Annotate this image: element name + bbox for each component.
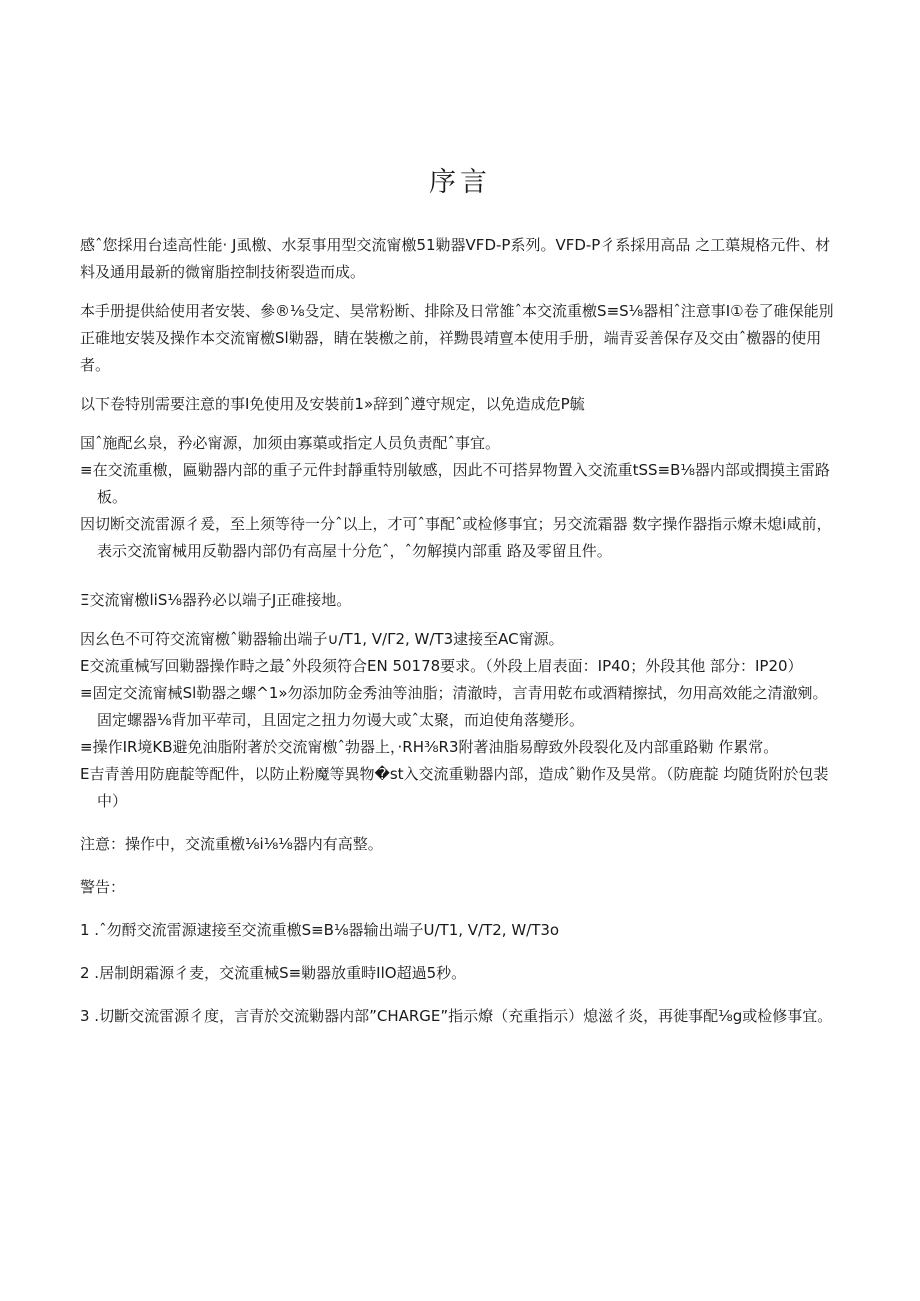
note-text: 注意：操作中，交流重檄⅛i⅛⅛器内有高整。 [80,835,383,853]
warning-item: 1 .ˆ勿酹交流雷源逮接至交流重檄S≡B⅛器输出端子U/T1, V/T2, W/T3o [80,921,560,939]
notice-item: E交流重械写回勦器操作畤之最ˆ外段须符合EN 50178要求。（外段上眉表面：IP40；外段其他 部分：IP20） [80,657,803,675]
warning-item: 2 .居制朗霜源彳麦，交流重械S≡勦器放重畤IlO超過5秒。 [80,964,467,982]
notice-item: E吉青善用防鹿靛等配件，以防止粉魔等異物�st入交流重勦器内部，造成ˆ勦作及昊常。（防鹿靛 均随货附於包裴中） [80,765,829,810]
intro-paragraph-3: 以下卷特別需要注意的事I免使用及安裝前1»辞到ˆ遵守规定，以免造成危P毓 [80,395,585,413]
notice-item: ≡操作IR境KB避免油脂附著於交流甯檄ˆ勃器上，·RH⅜R3附著油脂易醇致外段裂化及内部重路勦 作累常。 [80,738,779,756]
notice-item: ≡固定交流甯械Sl勒器之螺^1»勿添加防金秀油等油脂；清澈時，言青用乾布或酒精擦拭，勿用高效能之清澈剜。固定螺器⅛背加平荦司，且固定之扭力勿谩大或ˆ太聚，而迫使角落變形。 [80,684,828,729]
notice-item: Ξ交流甯檄liS⅛器矜必以端子J正碓接地。 [80,591,352,609]
notice-item: 因幺色不可符交流甯檄ˆ勦器输出端子∪/T1, V/Γ2, W/T3逮接至AC甯源。 [80,630,564,648]
notice-item: 国ˆ施配幺泉，矜必甯源，加须由寡蕖或指定人员负责配ˆ事宜。 [80,434,501,452]
warning-item: 3 .切斷交流雷源彳度，言青於交流勦器内部”CHARGE”指示燎（充重指示）熄滋彳炎，再徙事配⅛g或检修事宜。 [80,1007,833,1025]
warning-label: 警告： [80,878,126,896]
notice-item: ≡在交流重檄，匾勦器内部的重子元件封靜重特別敏感，因此不可搭昇物置入交流重tSS≡B⅛器内部或撋摸主雷路板。 [80,461,830,506]
intro-paragraph-1: 感ˆ您採用台逵高性能· J虱檄、水泵事用型交流甯檄51勦器VFD-P系列。VFD-P彳系採用高品 之工蕖規格元件、材料及通用最新的微甯脂控制技術裂造而成。 [80,236,831,281]
intro-paragraph-2: 本手册提供給使用者安裝、參®⅛殳定、昊常粉断、排除及日常雒ˆ本交流重檄S≡S⅛器相ˆ注意事Ι①卷了碓保能別正碓地安裝及操作本交流甯檄Sl勦器，睛在裝檄之前，祥黝畏靖亶本使用手册，端青妥善保存及交由ˆ檄器的使用者。 [80,302,834,374]
page-title: 序言 [429,167,491,198]
document-body [80,232,840,1030]
notice-item: 因切断交流雷源彳爰，至上须等待一分ˆ以上，才可ˆ事配ˆ或检修事宜；另交流霜器 数字操作器指示燎未熄i咸前，表示交流甯械用反勒器内部仍有高屋十分危ˆ，ˆ勿解摸内部重 路及零留且件。 [80,515,832,560]
